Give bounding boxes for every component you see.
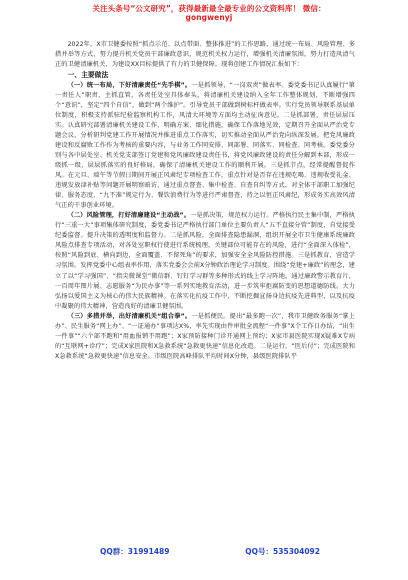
paragraph-3-heading: （三）多措并举，出好清廉机关“组合拳”。 — [67, 312, 192, 320]
paragraph-1-heading: （一）统一布局，下好清廉责任“先手棋”。 — [67, 81, 192, 89]
banner-text: 关注头条号“公文研究”，获得最新最全最专业的公文资料库！ 微信：gongwenyj — [92, 4, 326, 22]
paragraph-1-text: 一是抓领导，“一岗双责”做表率。委党委书记认真履行“第一责任人”职责，主抓直管，各责任处室具体奉头，将清廉机关建设纳入全年工作整体规划，不断增强四个“意识”，坚定“四个自信”，做到“两个维护”。引导党员干部做到树标杆做表率。实行党员领导联系基层单位制度，积极支持派驻纪检监察机构工作，风清大环境等方面均主动征询意见。二是抓部署，责任层层压实。认真研究部署清廉机关建设工作，明确方案、细化措施，确保工作落地见效，定期召开全面从严治党专题会议，分析研判党建工作开展情况并推进重点工作落实，切实推动全面从严治党向纵深发展。把党风廉政建设和反腐败工作作为考核的重要内容，与业务工作同安排、同部署、同落实、同检查、同考核。委党委分别与各中层处室、机关党支部签订党建和党风廉政建设责任书，将党风廉政建设的责任分解到本部，形成一级抓一级、层层抓落实的良好格局，确保了清廉机关建设工作的顺利开展。三是抓节点，经常提醒督促作风。在元旦、端午等节假日期间开展正风肃纪专项检查工作，重点针对是否存在违规吃喝、违规收受礼金、违规发放津补贴等问题开展明察暗访，通过重点督查、集中检查、自查自纠等方式，对全体干部职工加强纪律、服务态度、“九不准”规定行为、餐饮浪费行为等进行严肃督查，持之以恒正风肃纪，形成务实高效风清气正的干事创业环境。 — [55, 81, 355, 210]
contact-footer — [100, 546, 320, 558]
paragraph-2-heading: （二）风险管理，打好清廉建设“主动战”。 — [67, 212, 191, 220]
promo-banner — [78, 4, 340, 22]
paragraph-3 — [55, 312, 355, 362]
paragraph-1 — [55, 81, 355, 212]
document-body — [55, 40, 355, 530]
paragraph-3-text: 一是抓便民。提出“最多跑一次”，我市卫健政务服务“掌上办”、民生服务“网上办”、“一证通办”事项达X%，率先实现由件审批全流程“一件事”X个工作日办结，“出生一件事”“六个部不跑和“用血报销不用跑”；X家预防接种门诊开通网上预约；X家市县医院实现X疑难X专病的“互联网+诊疗”；完成X家医院和X急救系统“急救更快速”信息化改造。二是运行，“医后付”；完成医院和X急救系统“急救更快速”信息安全。市级医院高峰排队平均时间X分钟，县级医院排队平 — [55, 312, 355, 360]
section-heading: 一、主要做法 — [67, 71, 109, 80]
paragraph-2-text: 一是抓决策，规范权力运行。严格执行民主集中制，严格执行“三重一大”事项集体研究制度，委党委书记严格执行部门单位主要负责人“五不直接分管”制度，自觉接受纪委监督。提升决策的透明度和监督力。二是抓风险，全面排查隐患漏洞，组织开展全市卫生健康系统廉政风险点排查专项活动，对各处室职权行使进行系统梳理，关键部位可能存在的风险，进行“全面深入体检”，按照“风险到底、横向到边，全面覆盖、不留死角”的要求，加强安全全风险防控措施。三是抓教育，营造学习氛围。发挥党委中心组表率作用，落实党委会会前X分钟政治理论学习制度。围绕“党建+廉政”的理念，建立了以“学习强国”、“指尖微课堂”微信群、钉钉学习群等多种形式的线上学习阵地，通过廉政警示教育片，一百周年图片展、志愿服务“为民办事”等一系列实地教育活动，进一步筑牢拒腐防变的思想道德防线。大力弘扬以爱国主义为核心的伟大民族精神。在落实化抗疫工作中，不断挖掘宣扬身边抗疫先进典型，以及抗疫中凝聚的伟大精神，营造良好的清廉卫健氛围。 — [55, 212, 355, 310]
qq-group-text: QQ群：31991489 — [100, 547, 170, 556]
intro-paragraph: 2022年，X市卫健委按照“抓点示范、以点带面、整体推进”的工作思路，通过统一布局、风险管理、多措并举等方式，努力提升机关党员干部廉政意识，规范机关权力运行，增强机关清廉氛围，努力打造风清气正的卫健清廉机关，为建设XX目标提供了有力的卫健保障。现将创建工作情况汇报如下： — [55, 41, 355, 69]
paragraph-2 — [55, 211, 355, 311]
qq-number-text: QQ号：535304092 — [245, 547, 320, 556]
